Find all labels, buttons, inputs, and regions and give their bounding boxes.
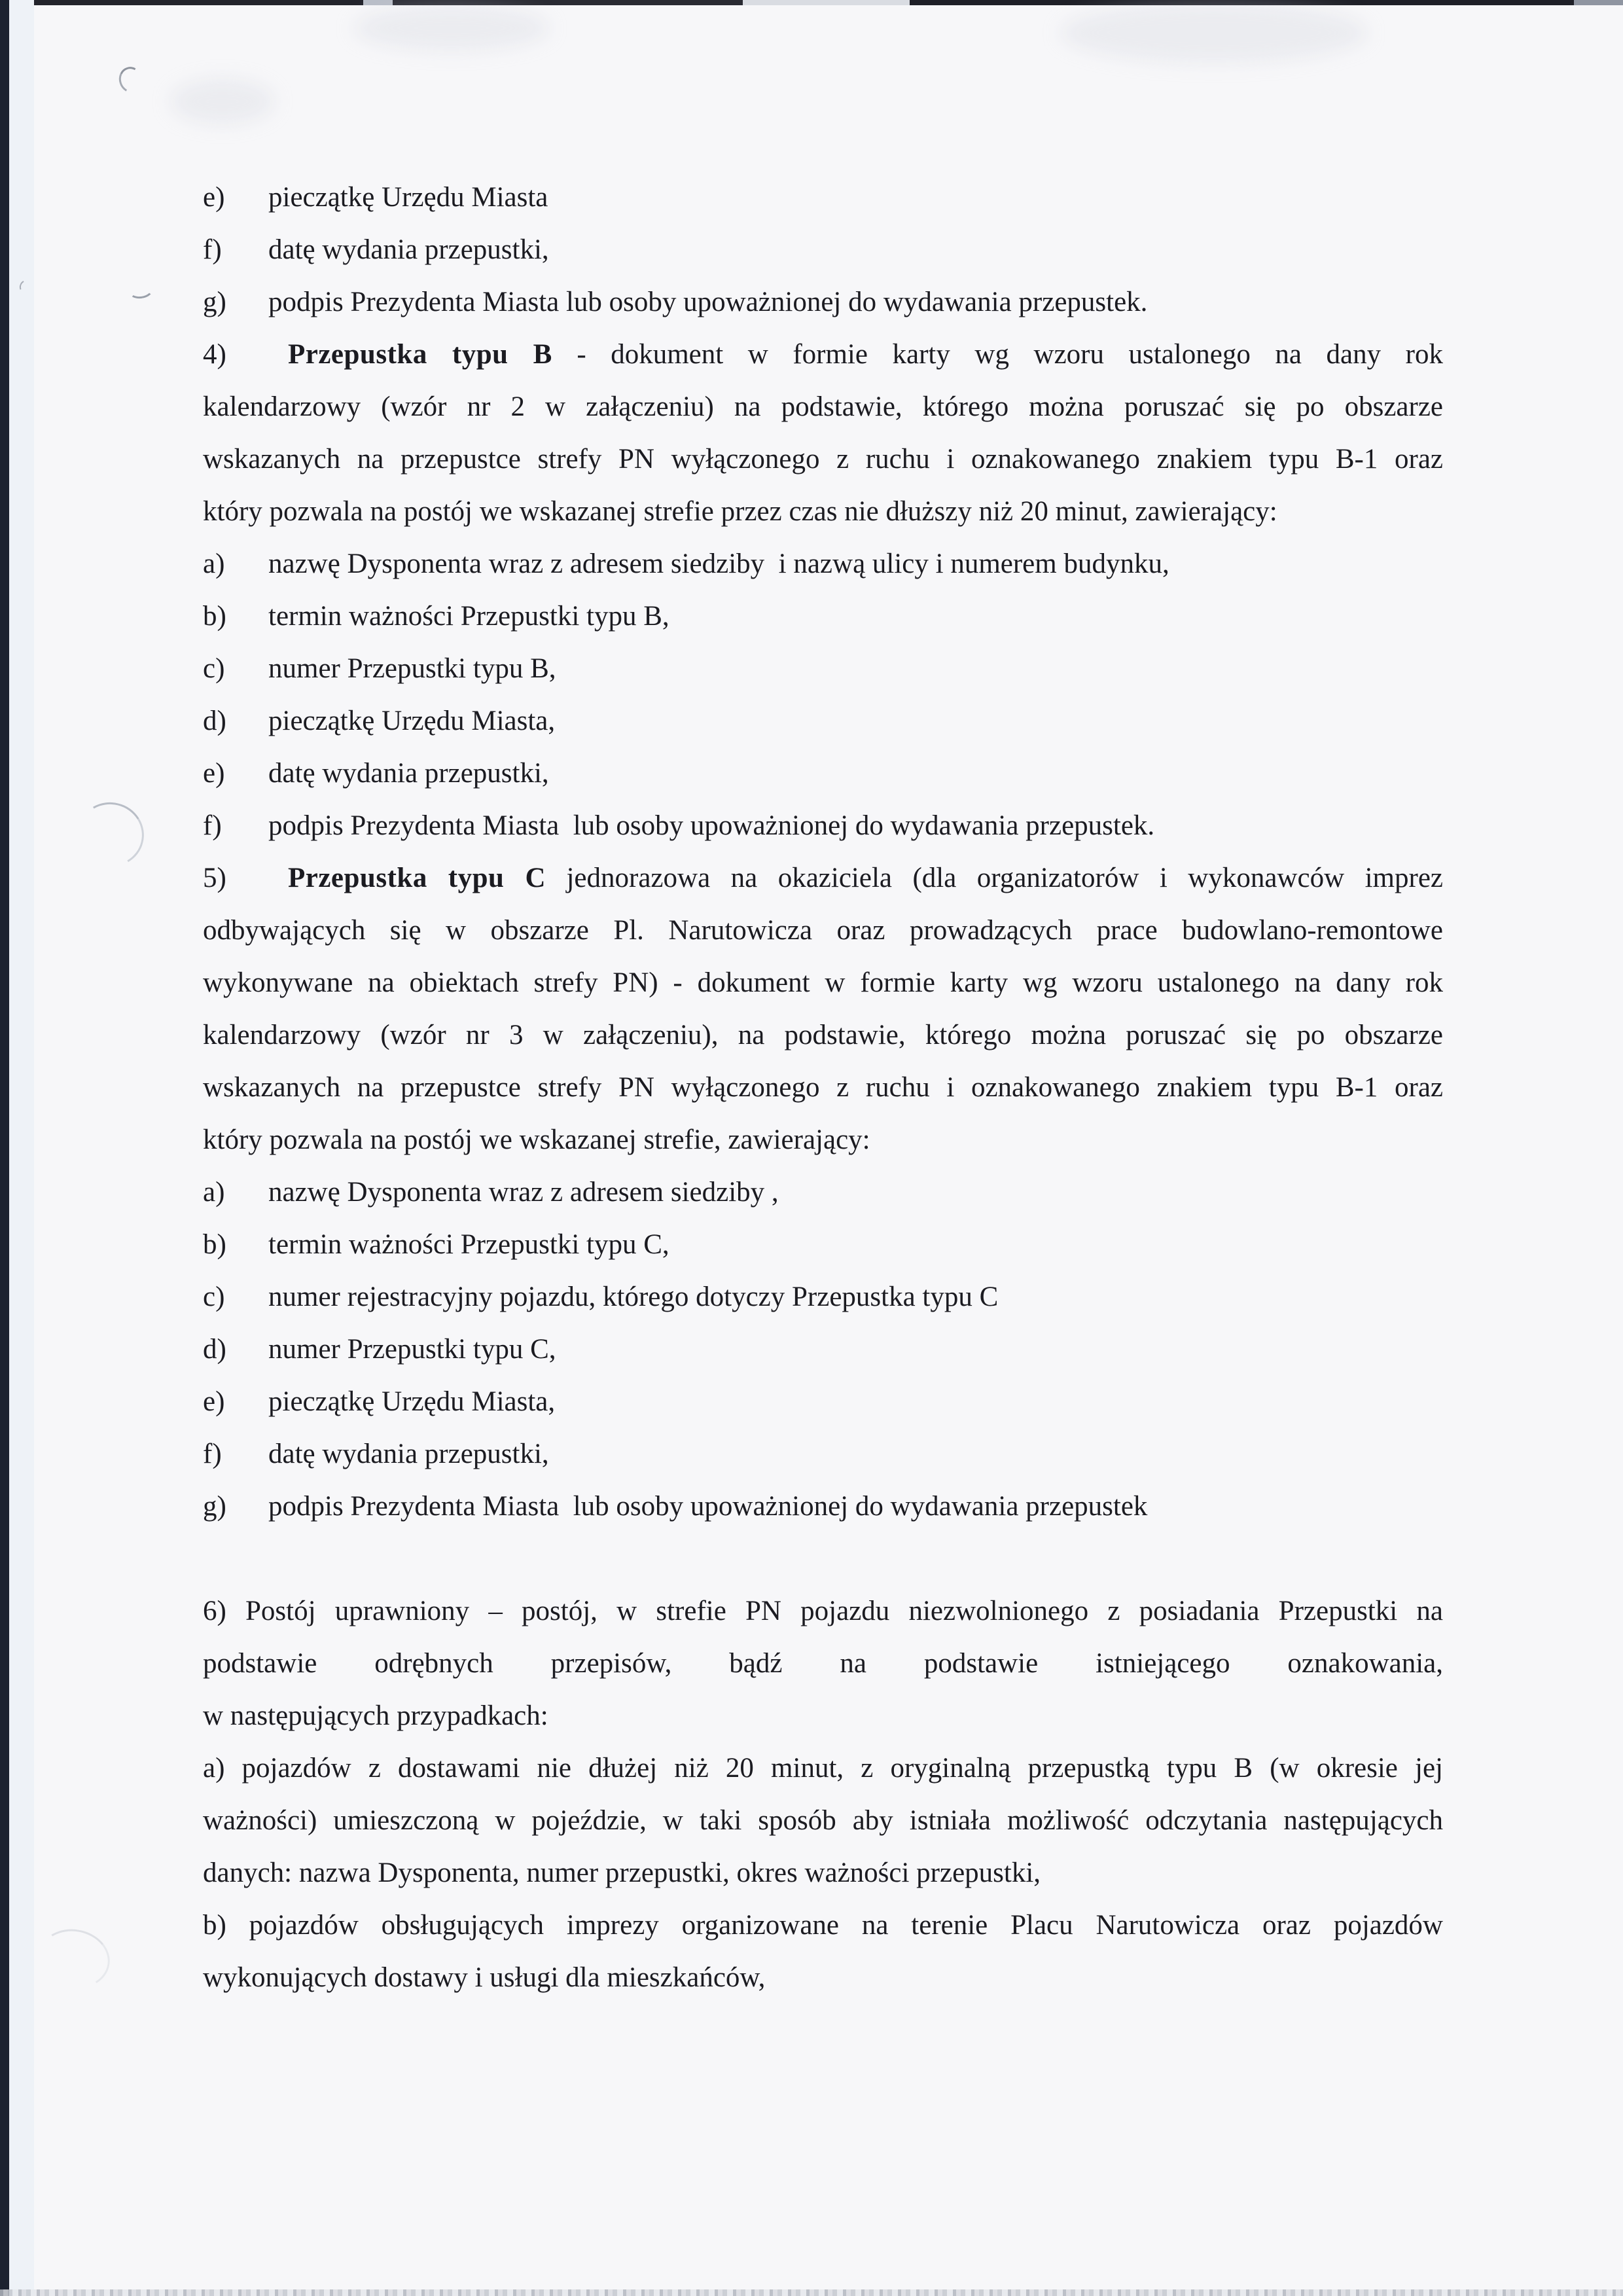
line-text: 6) Postój uprawniony – postój, w strefie PN pojazdu niezwolnionego z posiadania Przepustki na xyxy=(203,1596,1443,1626)
text-line xyxy=(203,1166,1443,1219)
line-text: wskazanych na przepustce strefy PN wyłączonego z ruchu i oznakowanego znakiem typu B-1 oraz xyxy=(203,1072,1443,1103)
scan-edge-bottom xyxy=(0,2289,1623,2296)
document-body xyxy=(203,171,1443,2004)
line-text: datę wydania przepustki, xyxy=(268,234,549,265)
text-line xyxy=(203,1271,1443,1323)
list-label: e) xyxy=(203,1386,225,1417)
line-text: wykonujących dostawy i usługi dla mieszkańców, xyxy=(203,1962,766,1993)
line-text: danych: nazwa Dysponenta, numer przepustki, okres ważności przepustki, xyxy=(203,1857,1041,1888)
text-line xyxy=(203,695,1443,747)
line-text: nazwę Dysponenta wraz z adresem siedziby i nazwą ulicy i numerem budynku, xyxy=(268,548,1169,579)
line-text: nazwę Dysponenta wraz z adresem siedziby , xyxy=(268,1177,779,1208)
scan-artifact-mark xyxy=(116,63,147,96)
text-line xyxy=(203,590,1443,643)
list-label: f) xyxy=(203,810,222,841)
scan-edge-left-band xyxy=(9,0,34,2296)
text-line xyxy=(203,643,1443,695)
line-text: datę wydania przepustki, xyxy=(268,758,549,789)
text-line xyxy=(203,433,1443,486)
text-line xyxy=(203,1585,1443,1638)
list-label: c) xyxy=(203,1282,225,1312)
line-text: datę wydania przepustki, xyxy=(268,1439,549,1469)
text-line xyxy=(203,800,1443,852)
text-line xyxy=(203,1219,1443,1271)
line-text: numer Przepustki typu C, xyxy=(268,1334,556,1365)
text-line xyxy=(203,1847,1443,1899)
text-line xyxy=(203,1795,1443,1847)
list-label: g) xyxy=(203,287,226,317)
line-text: podpis Prezydenta Miasta lub osoby upoważnionej do wydawania przepustek. xyxy=(268,810,1155,841)
text-line xyxy=(203,1690,1443,1742)
scan-artifact-mark xyxy=(127,279,154,300)
line-text: numer rejestracyjny pojazdu, którego dotyczy Przepustka typu C xyxy=(268,1282,999,1312)
text-line xyxy=(203,1376,1443,1428)
scan-artifact-arc xyxy=(71,795,151,874)
text-line xyxy=(203,538,1443,590)
list-label: 4) xyxy=(203,339,226,370)
line-text: pieczątkę Urzędu Miasta xyxy=(268,182,548,213)
text-line xyxy=(203,1638,1443,1690)
text-line xyxy=(203,1480,1443,1533)
text-line xyxy=(203,329,1443,381)
line-text: Przepustka typu B - dokument w formie karty wg wzoru ustalonego na dany rok xyxy=(288,339,1443,370)
scan-smudge xyxy=(170,79,275,124)
line-text: podpis Prezydenta Miasta lub osoby upoważnionej do wydawania przepustek. xyxy=(268,287,1148,317)
list-label: d) xyxy=(203,706,226,736)
line-text: wskazanych na przepustce strefy PN wyłączonego z ruchu i oznakowanego znakiem typu B-1 oraz xyxy=(203,444,1443,475)
line-text: ważności) umieszczoną w pojeździe, w taki sposób aby istniała możliwość odczytania następujących xyxy=(203,1805,1443,1836)
line-text: w następujących przypadkach: xyxy=(203,1700,548,1731)
list-label: a) xyxy=(203,548,225,579)
list-label: f) xyxy=(203,234,222,265)
line-text: numer Przepustki typu B, xyxy=(268,653,556,684)
line-text: b) pojazdów obsługujących imprezy organizowane na terenie Placu Narutowicza oraz pojazdów xyxy=(203,1910,1443,1941)
text-line xyxy=(203,1062,1443,1114)
line-text: który pozwala na postój we wskazanej strefie, zawierający: xyxy=(203,1124,870,1155)
list-label: a) xyxy=(203,1177,225,1208)
text-line xyxy=(203,224,1443,276)
list-label: g) xyxy=(203,1491,226,1522)
list-label: d) xyxy=(203,1334,226,1365)
list-label: b) xyxy=(203,601,226,632)
text-line xyxy=(203,276,1443,329)
scan-smudge xyxy=(353,5,550,51)
text-line xyxy=(203,1899,1443,1952)
list-label: f) xyxy=(203,1439,222,1469)
list-label: e) xyxy=(203,182,225,213)
line-text: termin ważności Przepustki typu C, xyxy=(268,1229,669,1260)
text-line xyxy=(203,1742,1443,1795)
text-line xyxy=(203,1009,1443,1062)
list-label: b) xyxy=(203,1229,226,1260)
line-text: kalendarzowy (wzór nr 3 w załączeniu), na podstawie, którego można poruszać się po obszarze xyxy=(203,1020,1443,1050)
list-label: c) xyxy=(203,653,225,684)
line-text: termin ważności Przepustki typu B, xyxy=(268,601,669,632)
text-line xyxy=(203,747,1443,800)
scan-edge-top xyxy=(0,0,1623,5)
text-line xyxy=(203,171,1443,224)
list-label: 5) xyxy=(203,863,226,893)
line-text: podpis Prezydenta Miasta lub osoby upoważnionej do wydawania przepustek xyxy=(268,1491,1148,1522)
scan-artifact-arc xyxy=(33,1924,115,1994)
line-text: który pozwala na postój we wskazanej strefie przez czas nie dłuższy niż 20 minut, zawierający: xyxy=(203,496,1277,527)
text-line xyxy=(203,381,1443,433)
text-line xyxy=(203,486,1443,538)
blank-line xyxy=(203,1533,1443,1585)
text-line xyxy=(203,1323,1443,1376)
text-line xyxy=(203,852,1443,905)
line-text: a) pojazdów z dostawami nie dłużej niż 20 minut, z oryginalną przepustką typu B (w okresie jej xyxy=(203,1753,1443,1784)
text-line xyxy=(203,905,1443,957)
scan-smudge xyxy=(1060,3,1368,63)
list-label: e) xyxy=(203,758,225,789)
scan-edge-left-strip xyxy=(0,0,9,2296)
text-line xyxy=(203,1114,1443,1166)
text-line xyxy=(203,1428,1443,1480)
line-text: Przepustka typu C jednorazowa na okaziciela (dla organizatorów i wykonawców imprez xyxy=(288,863,1443,893)
line-text: kalendarzowy (wzór nr 2 w załączeniu) na podstawie, którego można poruszać się po obszarze xyxy=(203,391,1443,422)
line-text: odbywających się w obszarze Pl. Narutowicza oraz prowadzących prace budowlano-remontowe xyxy=(203,915,1443,946)
text-line xyxy=(203,1952,1443,2004)
line-text: pieczątkę Urzędu Miasta, xyxy=(268,1386,556,1417)
line-text: wykonywane na obiektach strefy PN) - dokument w formie karty wg wzoru ustalonego na dany rok xyxy=(203,967,1443,998)
line-text: pieczątkę Urzędu Miasta, xyxy=(268,706,556,736)
line-text: podstawie odrębnych przepisów, bądź na podstawie istniejącego oznakowania, xyxy=(203,1648,1443,1679)
text-line xyxy=(203,957,1443,1009)
